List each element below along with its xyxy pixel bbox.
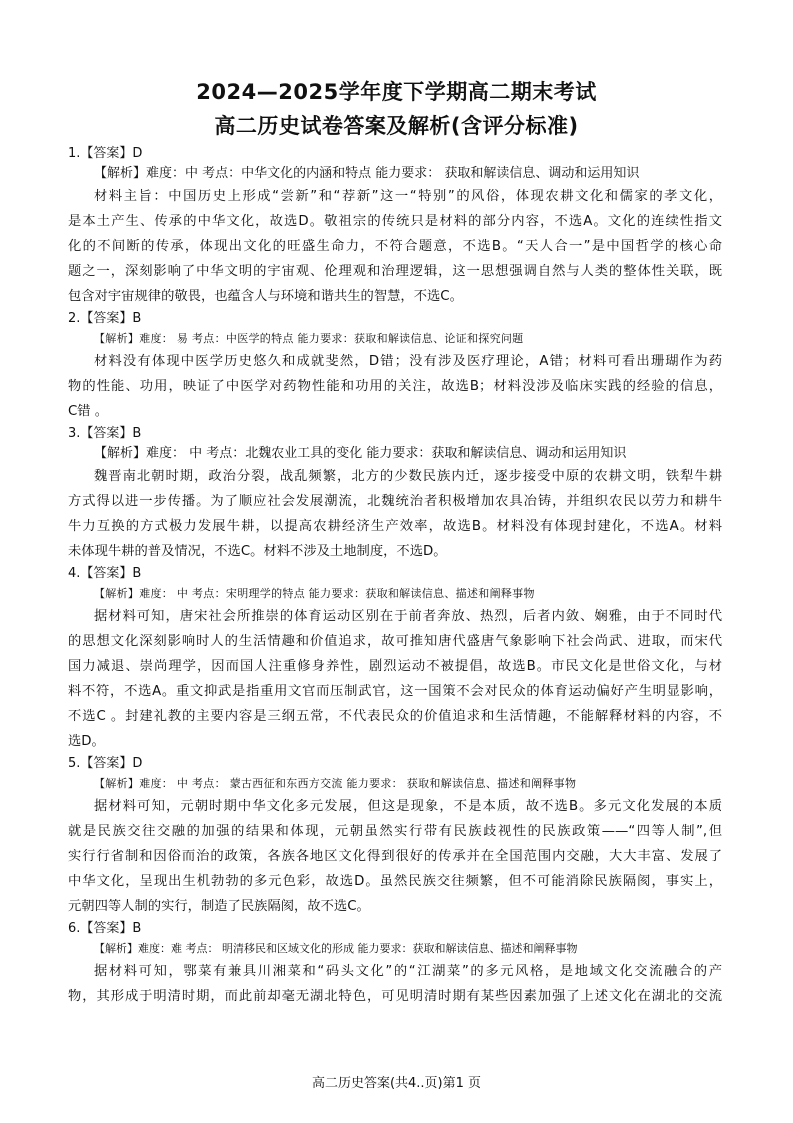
analysis-header: 【解析】难度： 中 考点：宋明理学的特点 能力要求：获取和解读信息、描述和阐释事物 [94, 587, 535, 600]
body-line: 包含对宇宙规律的敬畏，也蕴含人与环境和谐共生的智慧，不选C。 [68, 289, 463, 304]
body-line: 就是民族交往交融的加强的结果和体现，元朝虽然实行带有民族歧视性的民族政策——“四等人制”,但 [68, 824, 722, 839]
analysis-header: 【解析】难度：中 考点：中华文化的内涵和特点 能力要求： 获取和解读信息、调动和运用知识 [94, 166, 640, 181]
answer-label: 1.【答案】D [68, 146, 143, 161]
document-subtitle: 高二历史试卷答案及解析(含评分标准) [214, 114, 579, 138]
body-line: 魏晋南北朝时期，政治分裂，战乱频繁，北方的少数民族内迁，逐步接受中原的农耕文明，铁犁牛耕 [94, 469, 722, 484]
body-line: 不选C 。封建礼教的主要内容是三纲五常，不代表民众的价值追求和生活情趣，不能解释材料的内容，不 [68, 709, 722, 724]
body-line: 材料主旨：中国历史上形成“尝新”和“荐新”这一“特别”的风俗，体现农耕文化和儒家的孝文化， [94, 189, 722, 204]
body-line: 中华文化，呈现出生机勃勃的多元色彩，故选D。虽然民族交往频繁，但不可能消除民族隔阂，事实上， [68, 874, 722, 889]
body-line: 元朝四等人制的实行，制造了民族隔阂，故不选C。 [68, 899, 370, 914]
exam-title: 2024—2025学年度下学期高二期末考试 [196, 80, 597, 104]
body-line: 是本土产生、传承的中华文化，故选D。敬祖宗的传统只是材料的部分内容，不选A。文化的连续性指文 [68, 214, 722, 229]
answer-label: 5.【答案】D [68, 756, 143, 771]
body-line: 题之一，深刻影响了中华文明的宇宙观、伦理观和治理逻辑，这一思想强调自然与人类的整体性关联，既 [68, 264, 722, 279]
body-line: 据材料可知，元朝时期中华文化多元发展，但这是现象，不是本质，故不选B。多元文化发展的本质 [94, 799, 722, 814]
body-line: 国力减退、崇尚理学，因而国人注重修身养性，剧烈运动不被提倡，故选B。市民文化是世俗文化，与材 [68, 659, 722, 674]
analysis-header: 【解析】难度： 中 考点： 蒙古西征和东西方交流 能力要求： 获取和解读信息、描述和阐释事物 [94, 777, 577, 790]
answer-label: 4.【答案】B [68, 566, 142, 581]
analysis-header: 【解析】难度： 中 考点：北魏农业工具的变化 能力要求：获取和解读信息、调动和运用知识 [94, 446, 627, 461]
analysis-header: 【解析】难度：难 考点： 明清移民和区域文化的形成 能力要求：获取和解读信息、描述和阐释事物 [94, 942, 578, 955]
answer-content [68, 144, 722, 1009]
answer-label: 2.【答案】B [68, 311, 142, 326]
page-footer: 高二历史答案(共4..页)第1 页 [311, 1076, 482, 1091]
body-line: 选D。 [68, 734, 105, 749]
body-line: 料不符，不选A。重文抑武是指重用文官而压制武官，这一国策不会对民众的体育运动偏好产生明显影响， [68, 684, 722, 699]
body-line: C错 。 [68, 404, 109, 419]
body-line: 实行行省制和因俗而治的政策，各族各地区文化得到很好的传承并在全国范围内交融，大大丰富、发展了 [68, 849, 722, 864]
body-line: 化的不间断的传承，体现出文化的旺盛生命力，不符合题意，不选B。“天人合一”是中国哲学的核心命 [68, 239, 722, 254]
body-line: 物，其形成于明清时期，而此前却毫无湖北特色，可见明清时期有某些因素加强了上述文化在湖北的交流 [68, 989, 722, 1004]
answer-label: 6.【答案】B [68, 921, 142, 936]
analysis-header: 【解析】难度： 易 考点：中医学的特点 能力要求：获取和解读信息、论证和探究问题 [94, 332, 524, 345]
body-line: 牛力互换的方式极力发展牛耕，以提高农耕经济生产效率，故选B。材料没有体现封建化，不选A。材料 [68, 519, 722, 534]
body-line: 据材料可知，唐宋社会所推崇的体育运动区别在于前者奔放、热烈，后者内敛、娴雅，由于不同时代 [94, 609, 722, 624]
body-line: 据材料可知，鄂菜有兼具川湘菜和“码头文化”的“江湖菜”的多元风格，是地域文化交流融合的产 [94, 964, 722, 979]
body-line: 未体现牛耕的普及情况，不选C。材料不涉及土地制度，不选D。 [68, 544, 447, 559]
answer-label: 3.【答案】B [68, 426, 142, 441]
body-line: 的思想文化深刻影响时人的生活情趣和价值追求，故可推知唐代盛唐气象影响下社会尚武、进取，而宋代 [68, 634, 722, 649]
body-line: 物的性能、功用，映证了中医学对药物性能和功用的关注，故选B；材料没涉及临床实践的经验的信息， [68, 379, 722, 394]
body-line: 方式得以进一步传播。为了顺应社会发展潮流，北魏统治者积极增加农具冶铸，并组织农民以劳力和耕牛 [68, 494, 722, 509]
body-line: 材料没有体现中医学历史悠久和成就斐然，D错；没有涉及医疗理论，A错；材料可看出珊瑚作为药 [94, 354, 722, 369]
